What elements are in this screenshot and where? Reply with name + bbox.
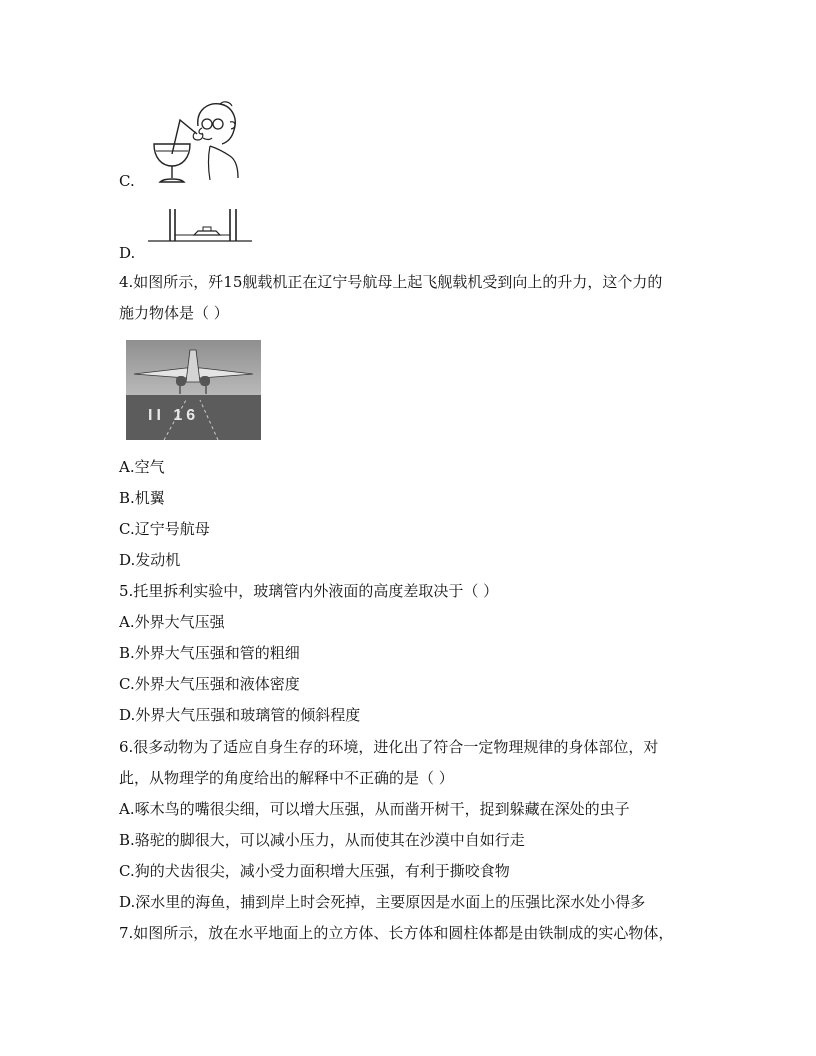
q6-option-d: D.深水里的海鱼，捕到岸上时会死掉，主要原因是水面上的压强比深水处小得多 [119, 893, 646, 911]
q6-option-b: B.骆驼的脚很大，可以减小压力，从而使其在沙漠中自如行走 [119, 831, 525, 849]
option-c-label: C. [119, 172, 135, 190]
q5-option-d: D.外界大气压强和玻璃管的倾斜程度 [119, 706, 361, 724]
q4-option-b: B.机翼 [119, 489, 165, 507]
q4-stem-line2: 施力物体是（ ） [119, 304, 229, 322]
straw-drinking-figure [150, 96, 242, 188]
carrier-jet-photo [126, 340, 261, 440]
q4-option-a: A.空气 [119, 458, 165, 476]
option-d-label: D. [119, 244, 136, 262]
q6-stem-line1: 6.很多动物为了适应自身生存的环境，进化出了符合一定物理规律的身体部位，对 [119, 738, 659, 756]
ship-lock-figure [148, 203, 252, 251]
q6-option-a: A.啄木鸟的嘴很尖细，可以增大压强，从而凿开树干，捉到躲藏在深处的虫子 [119, 800, 630, 818]
q6-option-c: C.狗的犬齿很尖，减小受力面积增大压强，有利于撕咬食物 [119, 862, 510, 880]
q4-option-d: D.发动机 [119, 551, 181, 569]
q7-stem-line1: 7.如图所示，放在水平地面上的立方体、长方体和圆柱体都是由铁制成的实心物体， [119, 924, 674, 942]
q5-option-a: A.外界大气压强 [119, 613, 225, 631]
q4-option-c: C.辽宁号航母 [119, 520, 210, 538]
q5-option-b: B.外界大气压强和管的粗细 [119, 644, 300, 662]
q4-stem-line1: 4.如图所示，歼15舰载机正在辽宁号航母上起飞舰载机受到向上的升力，这个力的 [119, 273, 663, 291]
q5-stem: 5.托里拆利实验中，玻璃管内外液面的高度差取决于（ ） [119, 582, 499, 600]
q6-stem-line2: 此，从物理学的角度给出的解释中不正确的是（ ） [119, 769, 454, 787]
deck-marking: II 16 [148, 407, 200, 424]
q5-option-c: C.外界大气压强和液体密度 [119, 675, 300, 693]
